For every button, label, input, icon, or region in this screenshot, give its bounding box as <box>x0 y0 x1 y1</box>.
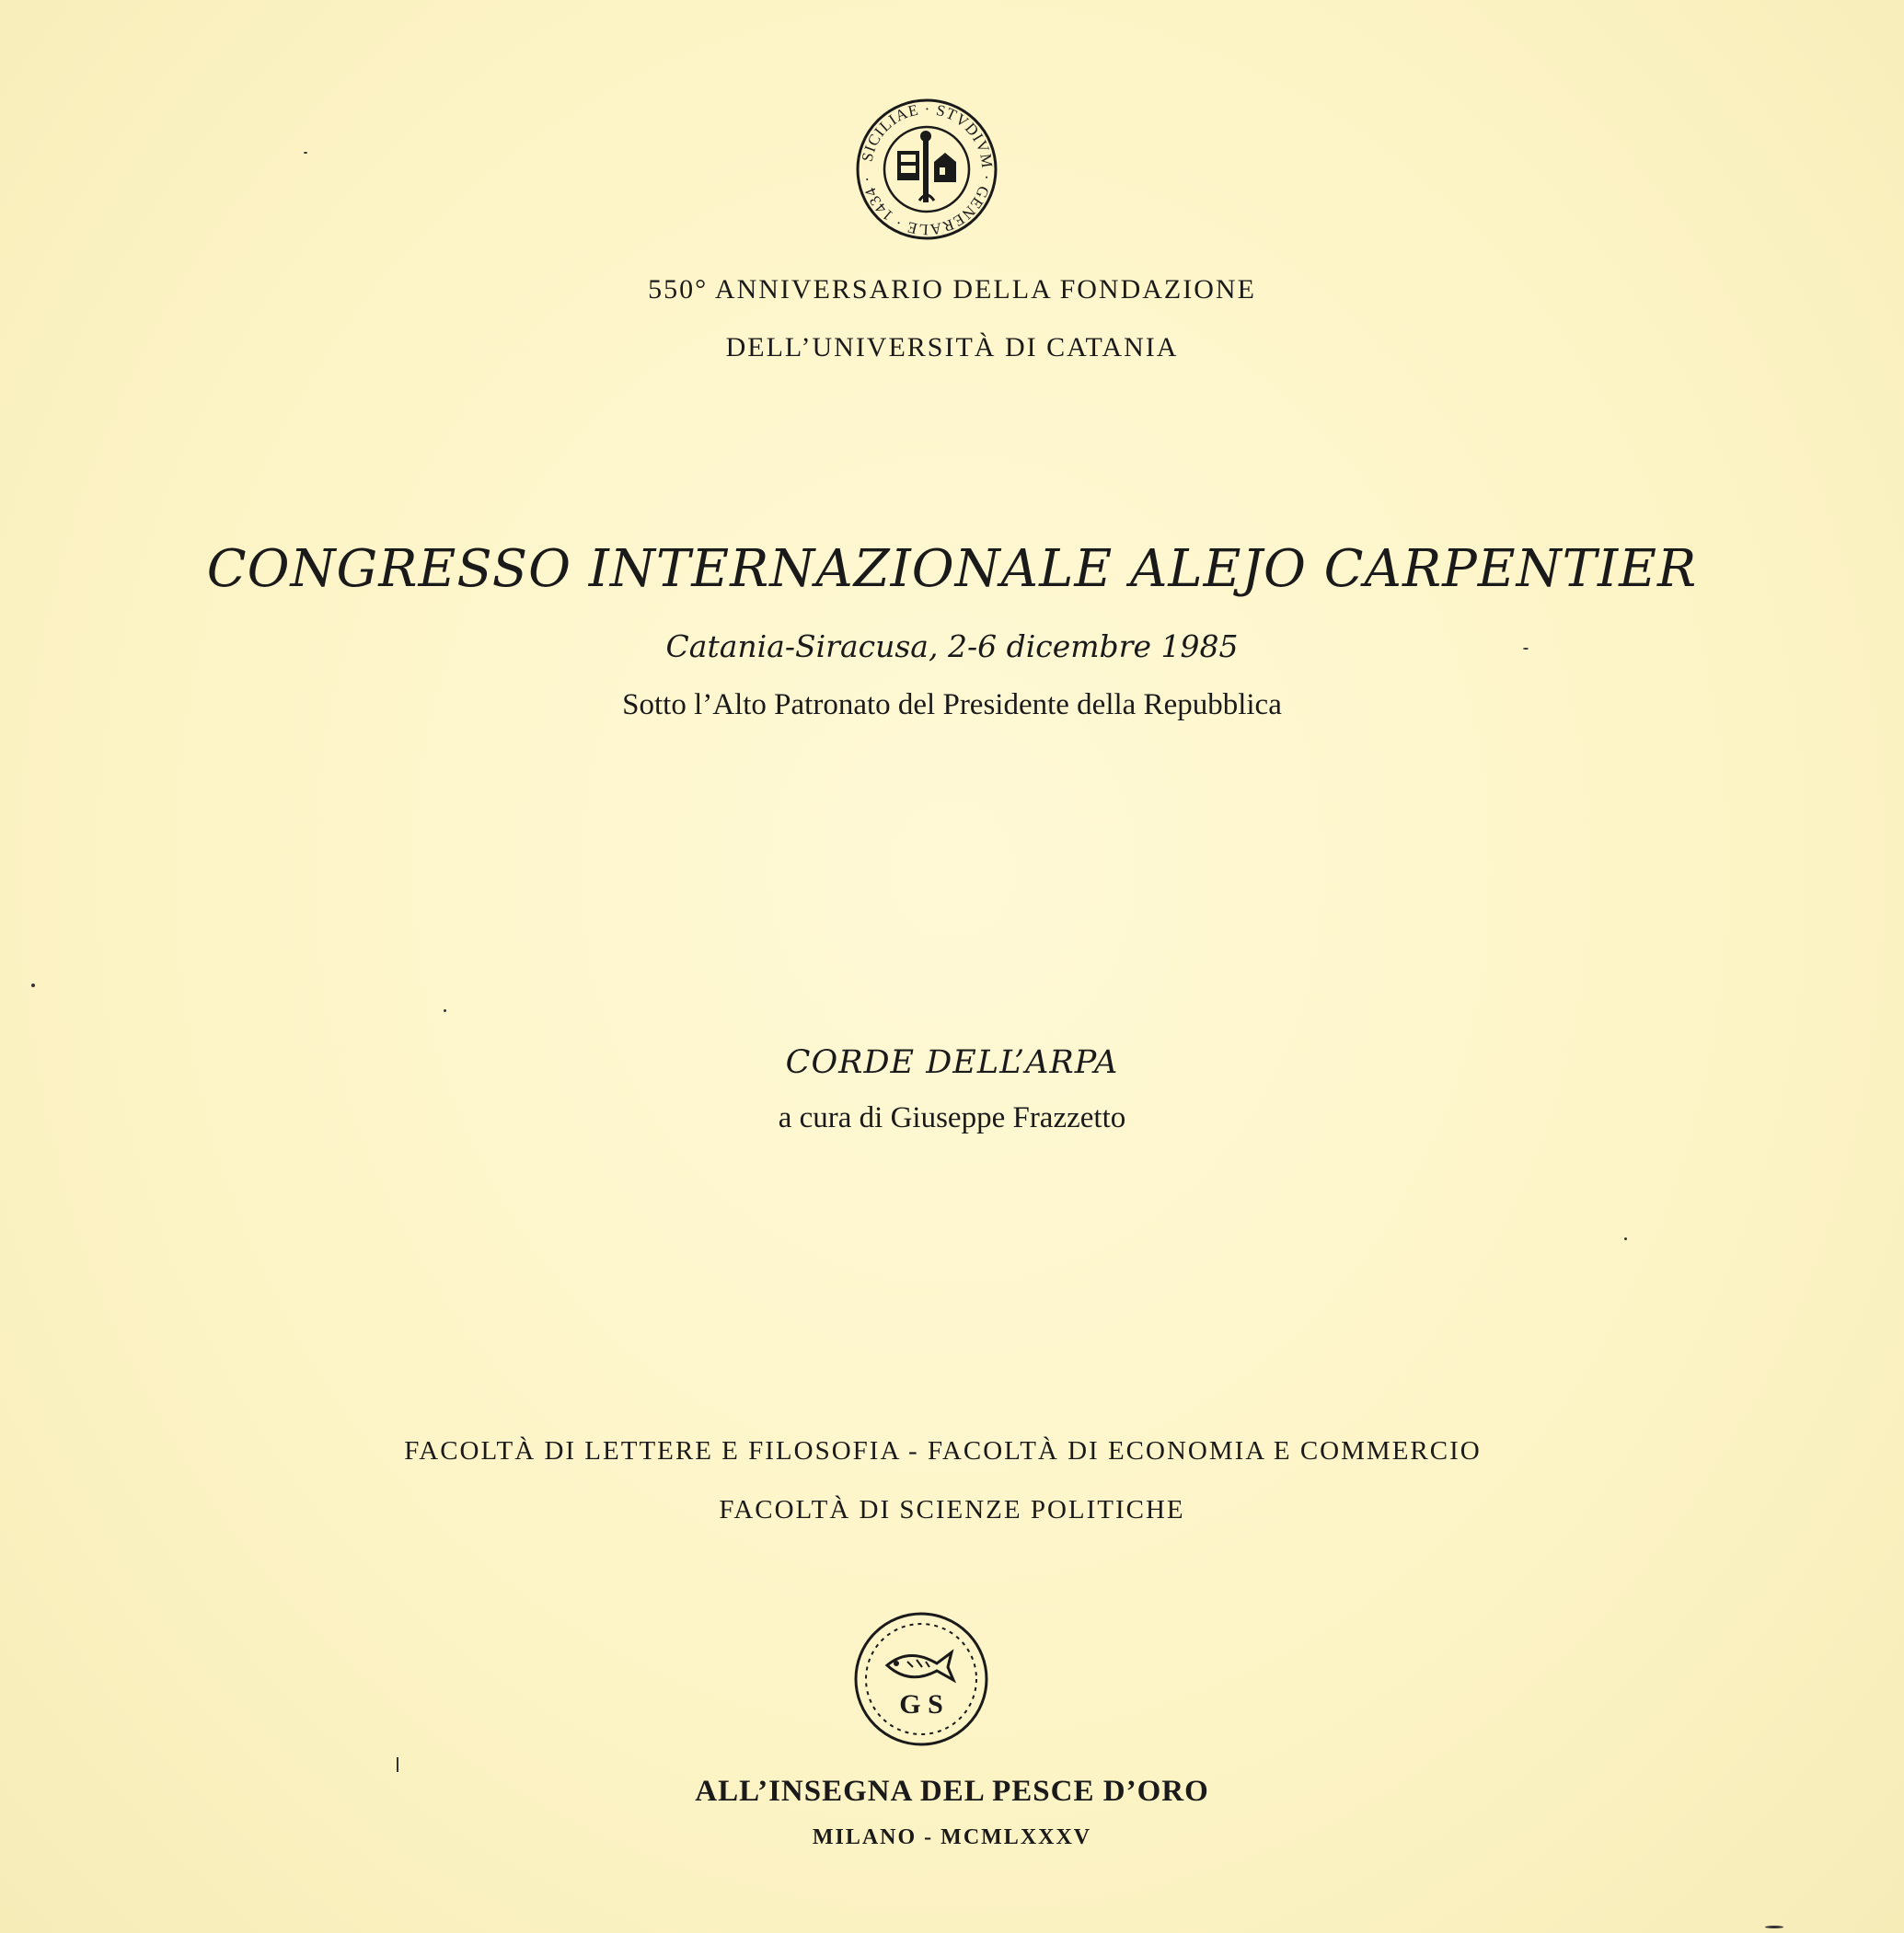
location-date: Catania-Siracusa, 2-6 dicembre 1985 <box>665 628 1239 664</box>
anniversary-line: 550° ANNIVERSARIO DELLA FONDAZIONE <box>648 274 1256 305</box>
patronage-line: Sotto l’Alto Patronato del Presidente della Repubblica <box>622 688 1282 721</box>
paper-speck <box>304 152 307 154</box>
publisher-name: ALL’INSEGNA DEL PESCE D’ORO <box>695 1775 1209 1808</box>
paper-speck <box>397 1757 398 1772</box>
publisher-monogram: G S <box>899 1689 943 1720</box>
svg-text:SICILIAE · STVDIVM · GENERALE: SICILIAE · STVDIVM · GENERALE · 1434 · <box>858 99 997 239</box>
university-line: DELL’UNIVERSITÀ DI CATANIA <box>725 332 1179 362</box>
university-seal-icon <box>855 98 998 241</box>
faculties-line-1: FACOLTÀ DI LETTERE E FILOSOFIA - FACOLTÀ DI ECONOMIA E COMMERCIO <box>404 1436 1482 1466</box>
paper-speck <box>1523 648 1529 650</box>
congress-title: CONGRESSO INTERNAZIONALE ALEJO CARPENTIER <box>206 539 1698 599</box>
publisher-imprint: MILANO - MCMLXXXV <box>812 1825 1092 1849</box>
faculties-line-2: FACOLTÀ DI SCIENZE POLITICHE <box>719 1495 1185 1525</box>
volume-title: CORDE DELL’ARPA <box>785 1044 1119 1081</box>
publisher-fish-emblem-icon <box>852 1610 990 1748</box>
paper-speck <box>31 984 35 987</box>
paper-speck <box>444 1009 446 1012</box>
paper-speck <box>1624 1237 1627 1240</box>
volume-editor: a cura di Giuseppe Frazzetto <box>778 1101 1126 1134</box>
paper-speck <box>1765 1926 1783 1928</box>
